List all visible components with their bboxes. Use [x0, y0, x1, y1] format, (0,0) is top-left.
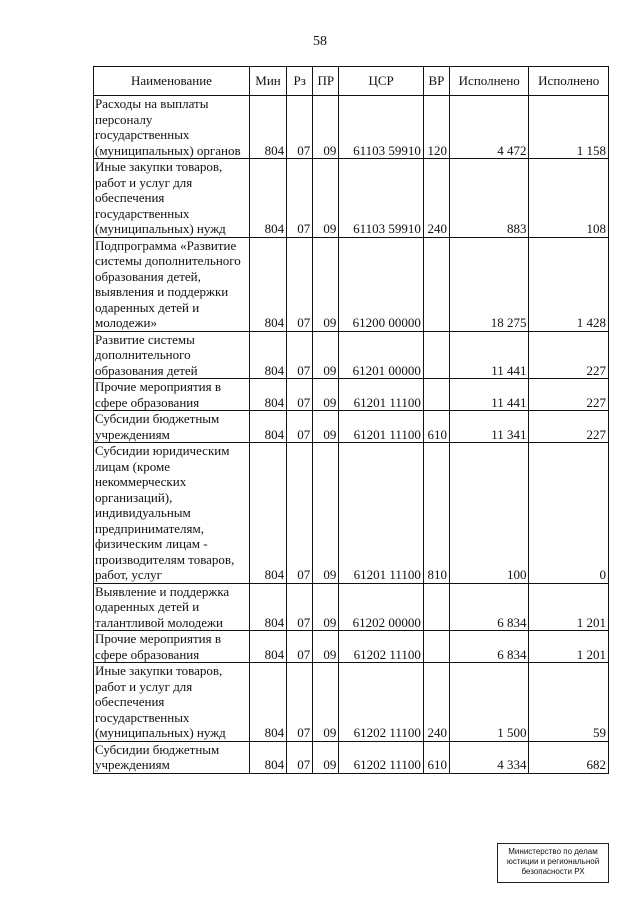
header-ispolneno-2: Исполнено	[529, 67, 609, 96]
row-csr: 61201 00000	[339, 331, 423, 379]
table-row	[94, 631, 609, 663]
row-min: 804	[249, 741, 286, 773]
row-ispolneno-2: 682	[529, 741, 609, 773]
row-ispolneno-2: 1 201	[529, 583, 609, 631]
row-rz: 07	[287, 379, 313, 411]
row-name: Субсидии юридическим лицам (кроме некоммерческих организаций), индивидуальным предпринимателям, физическим лицам - производителям товаров, работ, услуг	[94, 443, 250, 584]
row-min: 804	[249, 237, 286, 331]
row-ispolneno-1: 100	[450, 443, 529, 584]
row-pr: 09	[313, 663, 339, 742]
row-rz: 07	[287, 663, 313, 742]
row-pr: 09	[313, 411, 339, 443]
row-rz: 07	[287, 411, 313, 443]
row-min: 804	[249, 159, 286, 238]
row-pr: 09	[313, 379, 339, 411]
registration-stamp	[497, 843, 609, 883]
row-name: Выявление и поддержка одаренных детей и талантливой молодежи	[94, 583, 250, 631]
row-vr: 610	[423, 741, 449, 773]
table-row	[94, 663, 609, 742]
row-ispolneno-2: 227	[529, 331, 609, 379]
row-ispolneno-2: 1 428	[529, 237, 609, 331]
row-name: Субсидии бюджетным учреждениям	[94, 411, 250, 443]
row-csr: 61202 11100	[339, 631, 423, 663]
row-csr: 61201 11100	[339, 443, 423, 584]
budget-table	[93, 66, 609, 774]
row-vr	[423, 237, 449, 331]
row-pr: 09	[313, 237, 339, 331]
header-vr: ВР	[423, 67, 449, 96]
row-vr: 240	[423, 663, 449, 742]
row-name: Развитие системы дополнительного образования детей	[94, 331, 250, 379]
row-pr: 09	[313, 96, 339, 159]
row-ispolneno-2: 227	[529, 411, 609, 443]
table-row	[94, 583, 609, 631]
table-header-row	[94, 67, 609, 96]
row-rz: 07	[287, 159, 313, 238]
header-ispolneno-1: Исполнено	[450, 67, 529, 96]
table-row	[94, 331, 609, 379]
row-pr: 09	[313, 159, 339, 238]
row-pr: 09	[313, 443, 339, 584]
row-rz: 07	[287, 96, 313, 159]
row-ispolneno-1: 883	[450, 159, 529, 238]
row-vr	[423, 631, 449, 663]
row-csr: 61103 59910	[339, 159, 423, 238]
row-pr: 09	[313, 331, 339, 379]
row-min: 804	[249, 331, 286, 379]
row-rz: 07	[287, 631, 313, 663]
header-min: Мин	[249, 67, 286, 96]
table-row	[94, 379, 609, 411]
stamp-line: безопасности РХ	[521, 867, 585, 876]
row-name: Расходы на выплаты персоналу государственных (муниципальных) органов	[94, 96, 250, 159]
row-vr	[423, 583, 449, 631]
row-rz: 07	[287, 741, 313, 773]
row-ispolneno-2: 1 158	[529, 96, 609, 159]
row-name: Прочие мероприятия в сфере образования	[94, 631, 250, 663]
table-row	[94, 159, 609, 238]
page-number: 58	[313, 34, 327, 49]
row-vr	[423, 331, 449, 379]
table-row	[94, 237, 609, 331]
row-pr: 09	[313, 583, 339, 631]
row-min: 804	[249, 631, 286, 663]
table-row	[94, 443, 609, 584]
row-csr: 61202 00000	[339, 583, 423, 631]
row-ispolneno-1: 4 472	[450, 96, 529, 159]
table-row	[94, 741, 609, 773]
row-csr: 61202 11100	[339, 663, 423, 742]
row-ispolneno-2: 108	[529, 159, 609, 238]
row-ispolneno-1: 6 834	[450, 631, 529, 663]
row-name: Иные закупки товаров, работ и услуг для обеспечения государственных (муниципальных) нужд	[94, 159, 250, 238]
row-min: 804	[249, 443, 286, 584]
row-rz: 07	[287, 443, 313, 584]
row-name: Иные закупки товаров, работ и услуг для обеспечения государственных (муниципальных) нужд	[94, 663, 250, 742]
row-csr: 61103 59910	[339, 96, 423, 159]
row-ispolneno-1: 11 441	[450, 379, 529, 411]
row-min: 804	[249, 411, 286, 443]
row-vr: 810	[423, 443, 449, 584]
row-min: 804	[249, 663, 286, 742]
row-rz: 07	[287, 583, 313, 631]
row-csr: 61200 00000	[339, 237, 423, 331]
row-csr: 61201 11100	[339, 379, 423, 411]
row-ispolneno-1: 18 275	[450, 237, 529, 331]
row-csr: 61201 11100	[339, 411, 423, 443]
row-name: Подпрограмма «Развитие системы дополнительного образования детей, выявления и поддержки одаренных детей и молодежи»	[94, 237, 250, 331]
row-rz: 07	[287, 237, 313, 331]
row-min: 804	[249, 583, 286, 631]
row-rz: 07	[287, 331, 313, 379]
row-ispolneno-1: 4 334	[450, 741, 529, 773]
header-pr: ПР	[313, 67, 339, 96]
row-ispolneno-1: 6 834	[450, 583, 529, 631]
header-rz: Рз	[287, 67, 313, 96]
row-pr: 09	[313, 741, 339, 773]
row-name: Прочие мероприятия в сфере образования	[94, 379, 250, 411]
stamp-line: Министерство по делам	[508, 847, 598, 856]
row-ispolneno-1: 11 441	[450, 331, 529, 379]
stamp-line: юстиции и региональной	[506, 857, 600, 866]
row-vr: 610	[423, 411, 449, 443]
table-row	[94, 96, 609, 159]
row-ispolneno-1: 1 500	[450, 663, 529, 742]
header-name: Наименование	[94, 67, 250, 96]
header-csr: ЦСР	[339, 67, 423, 96]
row-vr: 120	[423, 96, 449, 159]
row-min: 804	[249, 96, 286, 159]
row-ispolneno-2: 227	[529, 379, 609, 411]
row-vr	[423, 379, 449, 411]
table-row	[94, 411, 609, 443]
row-ispolneno-2: 0	[529, 443, 609, 584]
row-pr: 09	[313, 631, 339, 663]
row-ispolneno-2: 1 201	[529, 631, 609, 663]
row-name: Субсидии бюджетным учреждениям	[94, 741, 250, 773]
row-vr: 240	[423, 159, 449, 238]
row-ispolneno-2: 59	[529, 663, 609, 742]
row-ispolneno-1: 11 341	[450, 411, 529, 443]
row-csr: 61202 11100	[339, 741, 423, 773]
row-min: 804	[249, 379, 286, 411]
